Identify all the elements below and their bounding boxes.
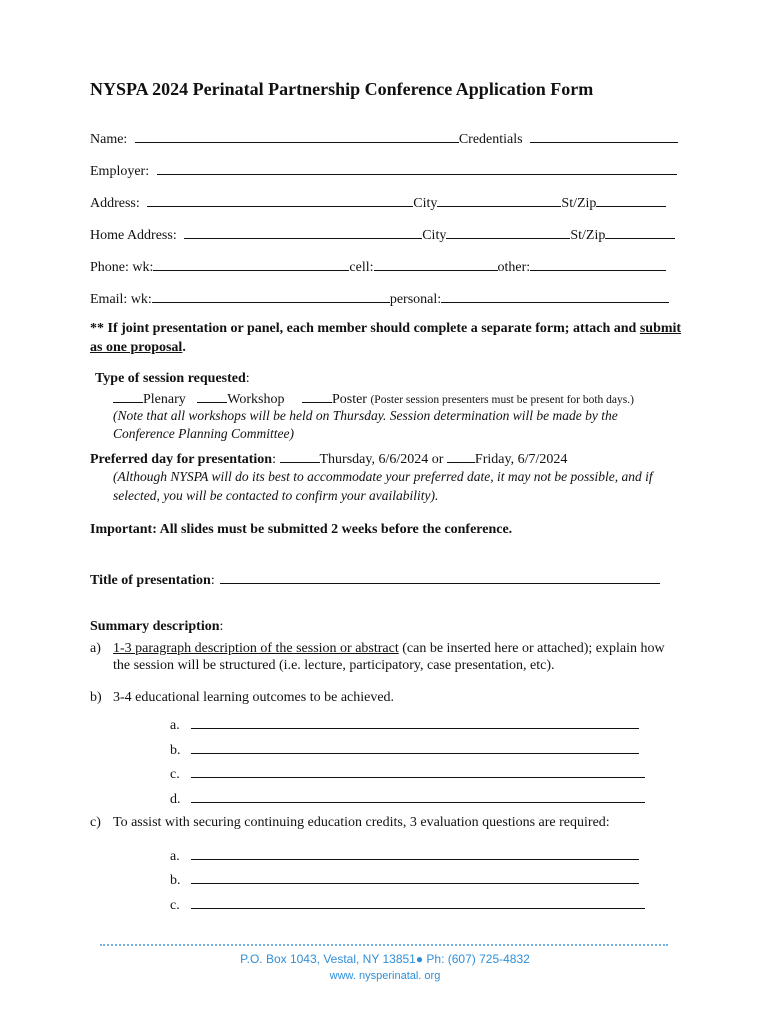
address-field[interactable] [147, 194, 413, 207]
address-row [90, 194, 666, 212]
email-work-field[interactable] [152, 290, 390, 303]
friday-blank[interactable] [447, 450, 475, 463]
joint-note-end: . [182, 340, 186, 355]
home-address-row [90, 226, 675, 244]
question-row [170, 871, 639, 889]
plenary-option: Plenary [143, 392, 186, 407]
question-marker: c. [170, 898, 180, 913]
summary-c-marker: c) [90, 815, 101, 830]
joint-note-text: ** If joint presentation or panel, each member should complete a separate form; attach and [90, 321, 640, 336]
preferred-day-row [90, 450, 567, 468]
joint-note-line1 [90, 321, 681, 337]
presentation-title-field[interactable] [220, 571, 660, 584]
question-row [170, 896, 645, 914]
phone-work-field[interactable] [153, 258, 349, 271]
outcome-field[interactable] [191, 716, 639, 729]
poster-note: (Poster session presenters must be present for both days.) [370, 394, 634, 406]
presentation-title-colon: : [210, 573, 215, 588]
outcome-row [170, 790, 645, 808]
summary-c [90, 815, 610, 831]
outcome-row [170, 716, 639, 734]
session-type-heading [95, 371, 250, 387]
summary-b [90, 690, 394, 706]
outcome-row [170, 765, 645, 783]
home-stzip-field[interactable] [605, 226, 675, 239]
workshop-option: Workshop [227, 392, 285, 407]
outcome-marker: a. [170, 718, 180, 733]
session-note-line1: (Note that all workshops will be held on Thursday. Session determination will be made by the [113, 408, 618, 423]
stzip-label: St/Zip [561, 196, 597, 211]
outcome-field[interactable] [191, 741, 639, 754]
cell-label: cell: [349, 260, 374, 275]
email-label: Email: wk: [90, 292, 152, 307]
session-options-row [113, 390, 634, 408]
home-stzip-label: St/Zip [570, 228, 606, 243]
preferred-day-label: Preferred day for presentation [90, 452, 273, 467]
question-row [170, 847, 639, 865]
phone-row [90, 258, 666, 276]
summary-colon: : [219, 619, 224, 634]
stzip-field[interactable] [596, 194, 666, 207]
presentation-title-row [90, 571, 660, 589]
important-note: Important: All slides must be submitted 2 weeks before the conference. [90, 522, 513, 537]
employer-field[interactable] [157, 162, 677, 175]
preferred-note-line2: selected, you will be contacted to confirm your availability). [113, 488, 439, 503]
phone-label: Phone: wk: [90, 260, 154, 275]
summary-c-text: To assist with securing continuing education credits, 3 evaluation questions are required: [113, 815, 610, 830]
joint-note-line2 [90, 340, 186, 356]
name-row [90, 130, 678, 148]
session-note-line2: Conference Planning Committee) [113, 426, 294, 441]
question-field[interactable] [191, 847, 639, 860]
footer-website[interactable]: www. nysperinatal. org [329, 970, 441, 982]
credentials-label: Credentials [458, 132, 523, 147]
outcome-field[interactable] [191, 790, 645, 803]
name-label: Name: [90, 132, 128, 147]
joint-note-submit: submit [639, 321, 682, 336]
poster-option: Poster [331, 392, 367, 407]
friday-option: Friday, 6/7/2024 [474, 452, 568, 467]
workshop-blank[interactable] [197, 390, 227, 403]
employer-label: Employer: [90, 164, 150, 179]
email-personal-field[interactable] [441, 290, 669, 303]
home-address-field[interactable] [184, 226, 422, 239]
summary-b-marker: b) [90, 690, 102, 705]
city-field[interactable] [437, 194, 561, 207]
thursday-option: Thursday, 6/6/2024 or [319, 452, 447, 467]
page-title: NYSPA 2024 Perinatal Partnership Conference Application Form [90, 79, 594, 99]
other-phone-field[interactable] [530, 258, 666, 271]
other-label: other: [497, 260, 531, 275]
outcome-row [170, 741, 639, 759]
preferred-note-line1: (Although NYSPA will do its best to accommodate your preferred date, it may not be possible, and if [113, 469, 653, 484]
question-marker: a. [170, 849, 180, 864]
summary-a-rest: (can be inserted here or attached); explain how [398, 641, 665, 656]
summary-a-underlined: 1-3 paragraph description of the session or abstract [113, 641, 399, 656]
footer-address: P.O. Box 1043, Vestal, NY 13851● Ph: (607) 725-4832 [240, 952, 530, 966]
personal-label: personal: [389, 292, 442, 307]
outcome-marker: b. [170, 743, 181, 758]
summary-a-marker: a) [90, 641, 101, 656]
home-city-field[interactable] [446, 226, 570, 239]
summary-b-text: 3-4 educational learning outcomes to be achieved. [113, 690, 395, 705]
outcome-marker: c. [170, 767, 180, 782]
summary-a-line1 [90, 641, 665, 657]
address-label: Address: [90, 196, 140, 211]
credentials-field[interactable] [530, 130, 678, 143]
summary-a-line2: the session will be structured (i.e. lecture, participatory, case presentation, etc). [113, 658, 555, 673]
outcome-field[interactable] [191, 765, 645, 778]
home-address-label: Home Address: [90, 228, 177, 243]
presentation-title-label: Title of presentation [90, 573, 211, 588]
session-type-colon: : [245, 371, 250, 386]
question-field[interactable] [191, 871, 639, 884]
session-type-label: Type of session requested [95, 371, 246, 386]
footer-divider [100, 944, 668, 946]
joint-note-proposal: as one proposal [90, 340, 183, 355]
summary-label: Summary description [90, 619, 220, 634]
plenary-blank[interactable] [113, 390, 143, 403]
name-field[interactable] [135, 130, 459, 143]
city-label: City [413, 196, 438, 211]
home-city-label: City [422, 228, 447, 243]
summary-heading [90, 619, 223, 635]
cell-field[interactable] [374, 258, 498, 271]
question-marker: b. [170, 873, 181, 888]
poster-blank[interactable] [302, 390, 332, 403]
question-field[interactable] [191, 896, 645, 909]
thursday-blank[interactable] [280, 450, 320, 463]
outcome-marker: d. [170, 792, 181, 807]
employer-row [90, 162, 677, 180]
email-row [90, 290, 669, 308]
preferred-day-colon: : [272, 452, 276, 467]
